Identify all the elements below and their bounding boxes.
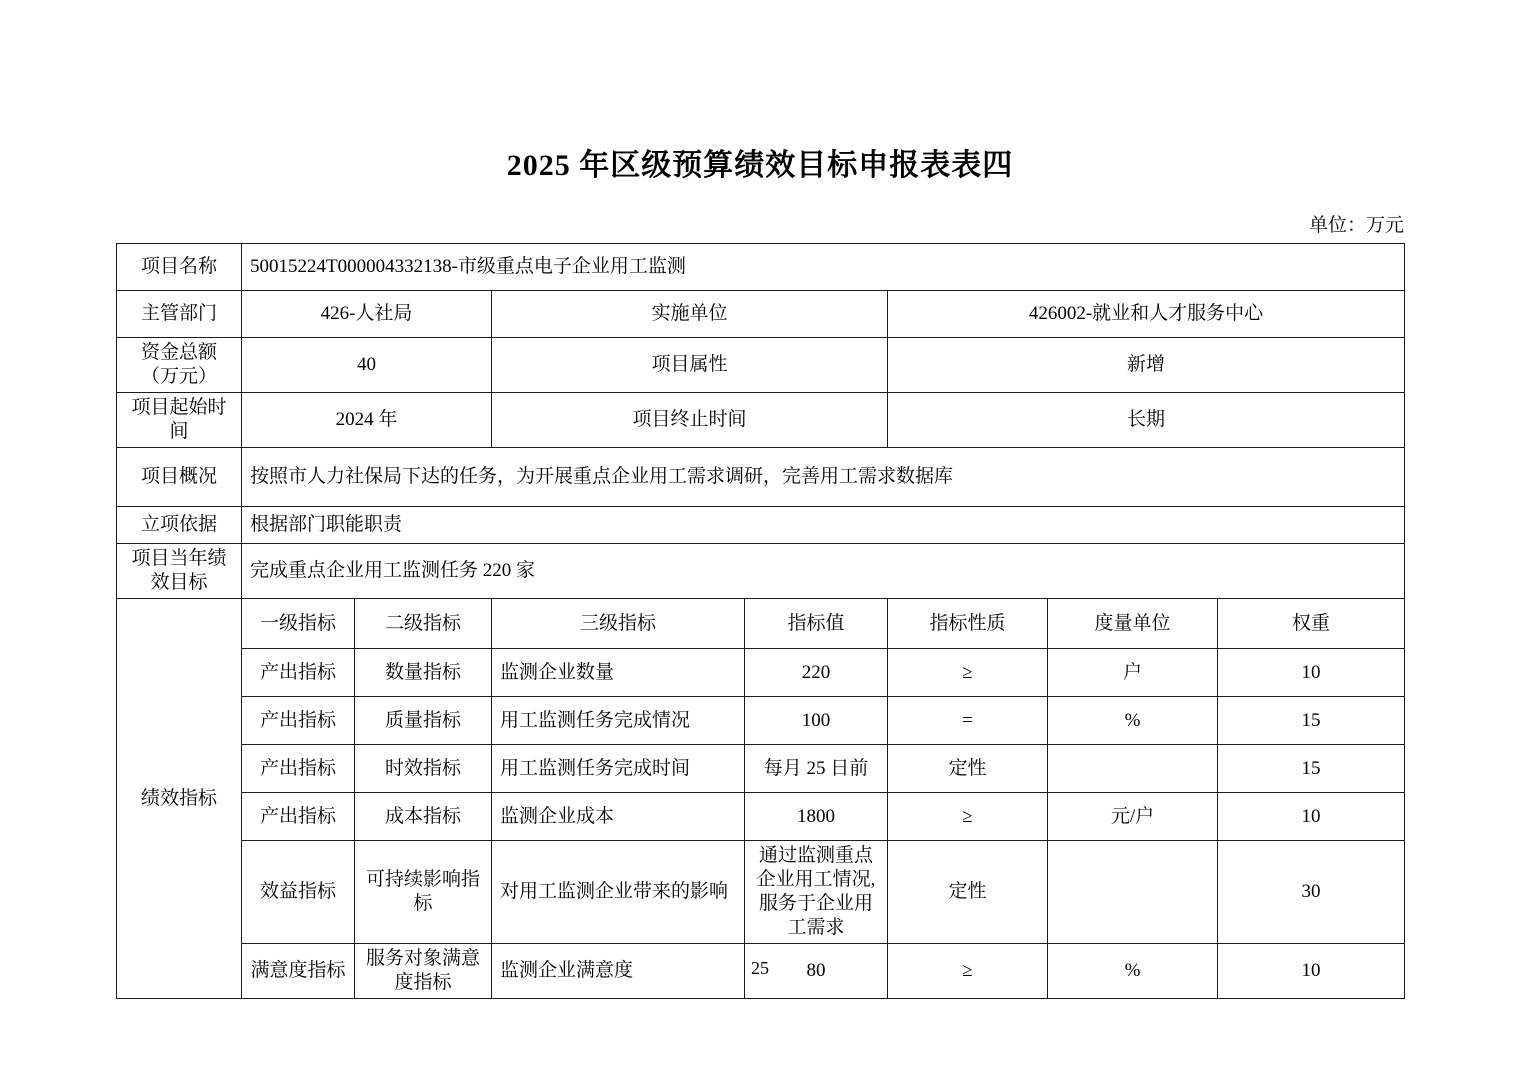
- indicator-nature: ≥: [888, 793, 1048, 841]
- overview-value: 按照市人力社保局下达的任务，为开展重点企业用工需求调研，完善用工需求数据库: [242, 448, 1405, 507]
- indicator-weight: 30: [1218, 841, 1405, 944]
- page-title: 2025 年区级预算绩效目标申报表表四: [506, 149, 1014, 182]
- table-row-fund: [117, 338, 1405, 393]
- indicator-header-row: [117, 599, 1405, 649]
- annual-goal-label: 项目当年绩效目标: [117, 544, 242, 599]
- indicator-nature: 定性: [888, 841, 1048, 944]
- col-header-value: 指标值: [745, 599, 888, 649]
- impl-unit-label: 实施单位: [492, 291, 888, 338]
- indicator-weight: 10: [1218, 649, 1405, 697]
- indicator-value: 每月 25 日前: [745, 745, 888, 793]
- basis-value: 根据部门职能职责: [242, 507, 1405, 544]
- unit-note: 单位：万元: [1308, 215, 1404, 236]
- indicator-unit: [1048, 841, 1218, 944]
- indicator-level2: 时效指标: [355, 745, 492, 793]
- indicator-level2: 质量指标: [355, 697, 492, 745]
- indicator-nature: ≥: [888, 649, 1048, 697]
- indicator-weight: 15: [1218, 745, 1405, 793]
- indicator-level3: 监测企业满意度: [492, 944, 745, 999]
- indicators-section-label: 绩效指标: [117, 599, 242, 999]
- indicator-row: [117, 745, 1405, 793]
- start-date-value: 2024 年: [242, 393, 492, 448]
- end-date-value: 长期: [888, 393, 1405, 448]
- indicator-unit: 元/户: [1048, 793, 1218, 841]
- total-fund-label: 资金总额（万元）: [117, 338, 242, 393]
- col-header-level1: 一级指标: [242, 599, 355, 649]
- indicator-level2: 成本指标: [355, 793, 492, 841]
- table-row-dept: [117, 291, 1405, 338]
- table-row-dates: [117, 393, 1405, 448]
- indicator-value: 通过监测重点企业用工情况,服务于企业用工需求: [745, 841, 888, 944]
- indicator-level2: 服务对象满意度指标: [355, 944, 492, 999]
- indicator-weight: 10: [1218, 944, 1405, 999]
- indicator-row: [117, 697, 1405, 745]
- indicator-level2: 可持续影响指标: [355, 841, 492, 944]
- indicator-weight: 15: [1218, 697, 1405, 745]
- indicator-level1: 产出指标: [242, 745, 355, 793]
- indicator-unit: %: [1048, 697, 1218, 745]
- total-fund-value: 40: [242, 338, 492, 393]
- project-name-label: 项目名称: [117, 244, 242, 291]
- col-header-level3: 三级指标: [492, 599, 745, 649]
- indicator-level1: 产出指标: [242, 793, 355, 841]
- indicator-level2: 数量指标: [355, 649, 492, 697]
- col-header-unit: 度量单位: [1048, 599, 1218, 649]
- indicator-level1: 满意度指标: [242, 944, 355, 999]
- indicator-value: 220: [745, 649, 888, 697]
- indicator-level3: 监测企业成本: [492, 793, 745, 841]
- indicator-level1: 效益指标: [242, 841, 355, 944]
- indicator-unit: [1048, 745, 1218, 793]
- indicator-unit: 户: [1048, 649, 1218, 697]
- impl-unit-value: 426002-就业和人才服务中心: [888, 291, 1405, 338]
- start-date-label: 项目起始时间: [117, 393, 242, 448]
- indicator-value: 80: [745, 944, 888, 999]
- indicator-row: [117, 841, 1405, 944]
- indicator-nature: ≥: [888, 944, 1048, 999]
- col-header-nature: 指标性质: [888, 599, 1048, 649]
- end-date-label: 项目终止时间: [492, 393, 888, 448]
- indicator-row: [117, 793, 1405, 841]
- annual-goal-value: 完成重点企业用工监测任务 220 家: [242, 544, 1405, 599]
- basis-label: 立项依据: [117, 507, 242, 544]
- col-header-level2: 二级指标: [355, 599, 492, 649]
- col-header-weight: 权重: [1218, 599, 1405, 649]
- indicator-row: [117, 649, 1405, 697]
- dept-label: 主管部门: [117, 291, 242, 338]
- indicator-weight: 10: [1218, 793, 1405, 841]
- indicator-level1: 产出指标: [242, 697, 355, 745]
- indicator-value: 100: [745, 697, 888, 745]
- table-row-overview: [117, 448, 1405, 507]
- indicator-nature: 定性: [888, 745, 1048, 793]
- table-row-basis: [117, 507, 1405, 544]
- budget-performance-table: [116, 243, 1405, 999]
- indicator-nature: =: [888, 697, 1048, 745]
- indicator-level3: 用工监测任务完成情况: [492, 697, 745, 745]
- attr-value: 新增: [888, 338, 1405, 393]
- indicator-level3: 对用工监测企业带来的影响: [492, 841, 745, 944]
- indicator-level3: 用工监测任务完成时间: [492, 745, 745, 793]
- project-name-value: 50015224T000004332138-市级重点电子企业用工监测: [242, 244, 1405, 291]
- indicator-level3: 监测企业数量: [492, 649, 745, 697]
- dept-value: 426-人社局: [242, 291, 492, 338]
- page-number: 25: [751, 958, 769, 978]
- table-row-project-name: [117, 244, 1405, 291]
- table-row-annual-goal: [117, 544, 1405, 599]
- indicator-value: 1800: [745, 793, 888, 841]
- overview-label: 项目概况: [117, 448, 242, 507]
- attr-label: 项目属性: [492, 338, 888, 393]
- indicator-level1: 产出指标: [242, 649, 355, 697]
- indicator-unit: %: [1048, 944, 1218, 999]
